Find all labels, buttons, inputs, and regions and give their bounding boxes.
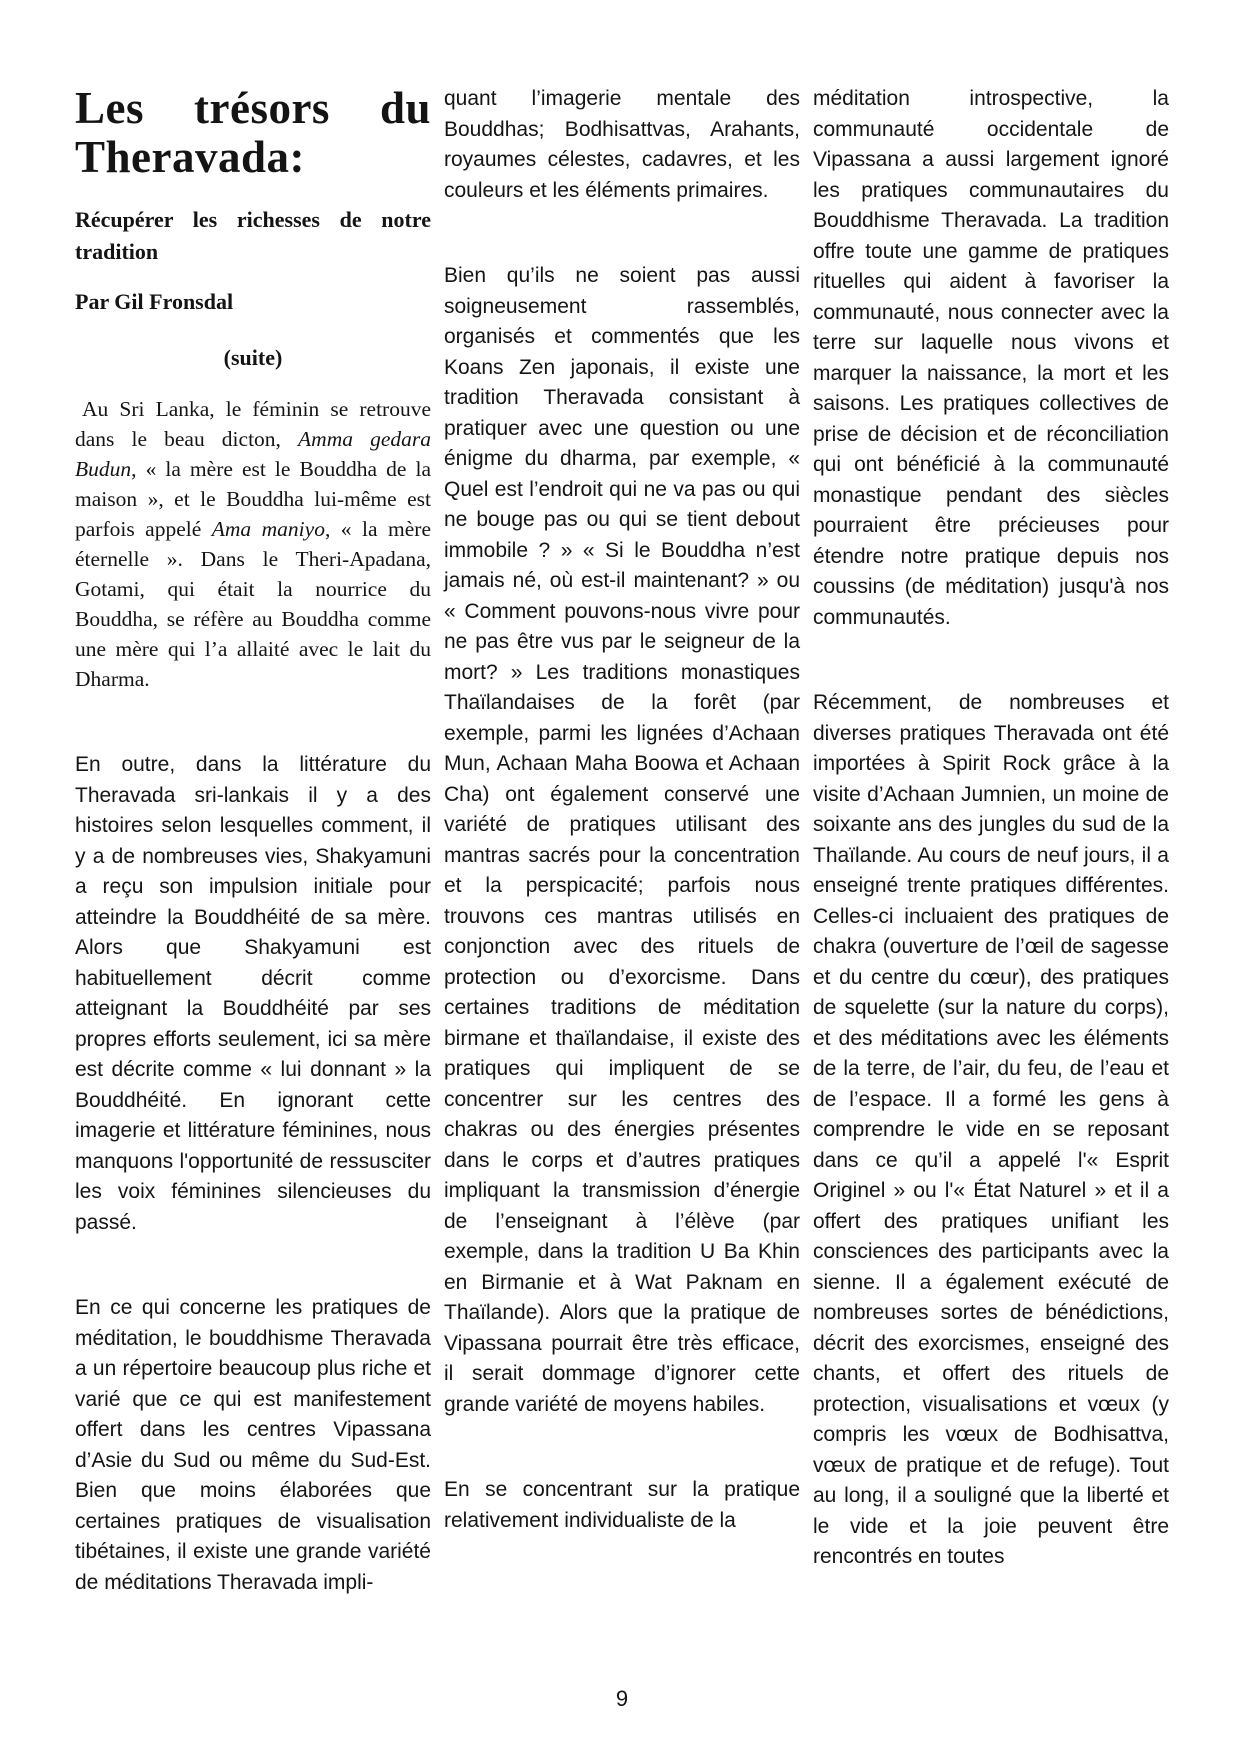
paragraph <box>444 1475 800 1536</box>
article-body <box>75 84 1169 1598</box>
text-run: En ce qui concerne les pratiques de méditation, le bouddhisme Theravada a un répertoire beaucoup plus riche et varié que ce qui est manifestement offert dans les centres Vipassana d’Asie du Sud ou même du Sud-Est. Bien que moins élaborées que certaines pratiques de visualisation tibétaines, il existe une grande variété de méditations Theravada impli- <box>75 1296 431 1594</box>
paragraph <box>444 84 800 206</box>
article-subtitle <box>75 204 431 268</box>
text-run: En outre, dans la littérature du Theravada sri-lankais il y a des histoires selon lesquelles comment, il y a de nombreuses vies, Shakyamuni a reçu son impulsion initiale pour atteindre la Bouddhéité de sa mère. Alors que Shakyamuni est habituellement décrit comme atteignant la Bouddhéité par ses propres efforts seulement, ici sa mère est décrite comme « lui donnant » la Bouddhéité. En ignorant cette imagerie et littérature féminines, nous manquons l'opportunité de ressusciter les voix féminines silencieuses du passé. <box>75 753 431 1234</box>
text-run: Récemment, de nombreuses et diverses pratiques Theravada ont été importées à Spirit Rock grâce à la visite d’Achaan Jumnien, un moine de soixante ans des jungles du sud de la Thaïlande. Au cours de neuf jours, il a enseigné trente pratiques différentes. Celles-ci incluaient des pratiques de chakra (ouverture de l’œil de sagesse et du centre du cœur), des pratiques de squelette (sur la nature du corps), et des méditations avec les éléments de la terre, de l’air, du feu, de l’eau et de l’espace. Il a formé les gens à comprendre le vide en se reposant dans ce qu’il a appelé l'« Esprit Originel » ou l'« État Naturel » et il a offert des pratiques unifiant les consciences des participants avec la sienne. Il a également exécuté de nombreuses sortes de bénédictions, décrit des exorcismes, enseigné des chants, et offert des rituels de protection, visualisations et vœux (y compris les vœux de Bodhisattva, vœux de pratique et de refuge). Tout au long, il a souligné que la liberté et le vide et la joie peuvent être rencontrés en toutes <box>813 691 1169 1568</box>
paragraph <box>813 84 1169 633</box>
text-run: Bien qu’ils ne soient pas aussi soigneusement rassemblés, organisés et commentés que les Koans Zen japonais, il existe une tradition Theravada consistant à pratiquer avec une question ou une énigme du dharma, par exemple, « Quel est l’endroit qui ne va pas ou qui ne bouge pas ou qui se tient debout immobile ? » « Si le Bouddha n’est jamais né, où est-il maintenant? » ou « Comment pouvons-nous vivre pour ne pas être vus par le seigneur de la mort? » Les traditions monastiques Thaïlandaises de la forêt (par exemple, parmi les lignées d’Achaan Mun, Achaan Maha Boowa et Achaan Cha) ont également conservé une variété de pratiques utilisant des mantras sacrés pour la concentration et la perspicacité; parfois nous trouvons ces mantras utilisés en conjonction avec des rituels de protection ou d’exorcisme. Dans certaines traditions de méditation birmane et thaïlandaise, il existe des pratiques qui impliquent de se concentrer sur les centres des chakras ou des énergies présentes dans le corps et d’autres pratiques impliquant la transmission d’énergie de l’enseignant à l’élève (par exemple, dans la tradition U Ba Khin en Birmanie et à Wat Paknam en Thaïlande). Alors que la pratique de Vipassana pourrait être très efficace, il serait dommage d’ignorer cette grande variété de moyens habiles. <box>444 264 800 1416</box>
paragraph <box>75 394 431 694</box>
paragraph <box>444 261 800 1420</box>
column-3 <box>813 84 1169 1598</box>
text-run: Les trésors du Theravada: <box>75 83 431 182</box>
article-title <box>75 84 431 182</box>
text-run: , « la mère est le Bouddha de la maison », et le Bouddha lui-même est parfois appelé <box>75 457 431 541</box>
italic-text-run: Amma gedara Budun <box>75 427 431 481</box>
paragraph <box>75 750 431 1238</box>
text-run: (suite) <box>223 345 283 370</box>
text-run: Par Gil Fronsdal <box>75 289 234 314</box>
column-2 <box>444 84 800 1598</box>
text-run: En se concentrant sur la pratique relativement individualiste de la <box>444 1478 800 1532</box>
text-run: Récupérer les richesses de notre tradition <box>75 207 431 264</box>
page-number: 9 <box>615 1686 629 1711</box>
text-run: quant l’imagerie mentale des Bouddhas; Bodhisattvas, Arahants, royaumes célestes, cadavres, et les couleurs et les éléments primaires. <box>444 87 800 202</box>
continuation-note <box>75 342 431 373</box>
paragraph <box>813 688 1169 1573</box>
paragraph <box>75 1293 431 1598</box>
italic-text-run: Ama maniyo <box>211 517 325 541</box>
article-byline <box>75 286 431 317</box>
text-run: , « la mère éternelle ». Dans le Theri-Apadana, Gotami, qui était la nourrice du Bouddha, se réfère au Bouddha comme une mère qui l’a allaité avec le lait du Dharma. <box>75 517 431 691</box>
text-run: Au Sri Lanka, le féminin se retrouve dans le beau dicton, <box>75 397 431 451</box>
text-run: méditation introspective, la communauté occidentale de Vipassana a aussi largement ignoré les pratiques communautaires du Bouddhisme Theravada. La tradition offre toute une gamme de pratiques rituelles qui aident à favoriser la communauté, nous connecter avec la terre sur laquelle nous vivons et marquer la naissance, la mort et les saisons. Les pratiques collectives de prise de décision et de réconciliation qui ont bénéficié à la communauté monastique pendant des siècles pourraient être précieuses pour étendre notre pratique depuis nos coussins (de méditation) jusqu'à nos communautés. <box>813 87 1169 629</box>
column-1 <box>75 84 431 1598</box>
